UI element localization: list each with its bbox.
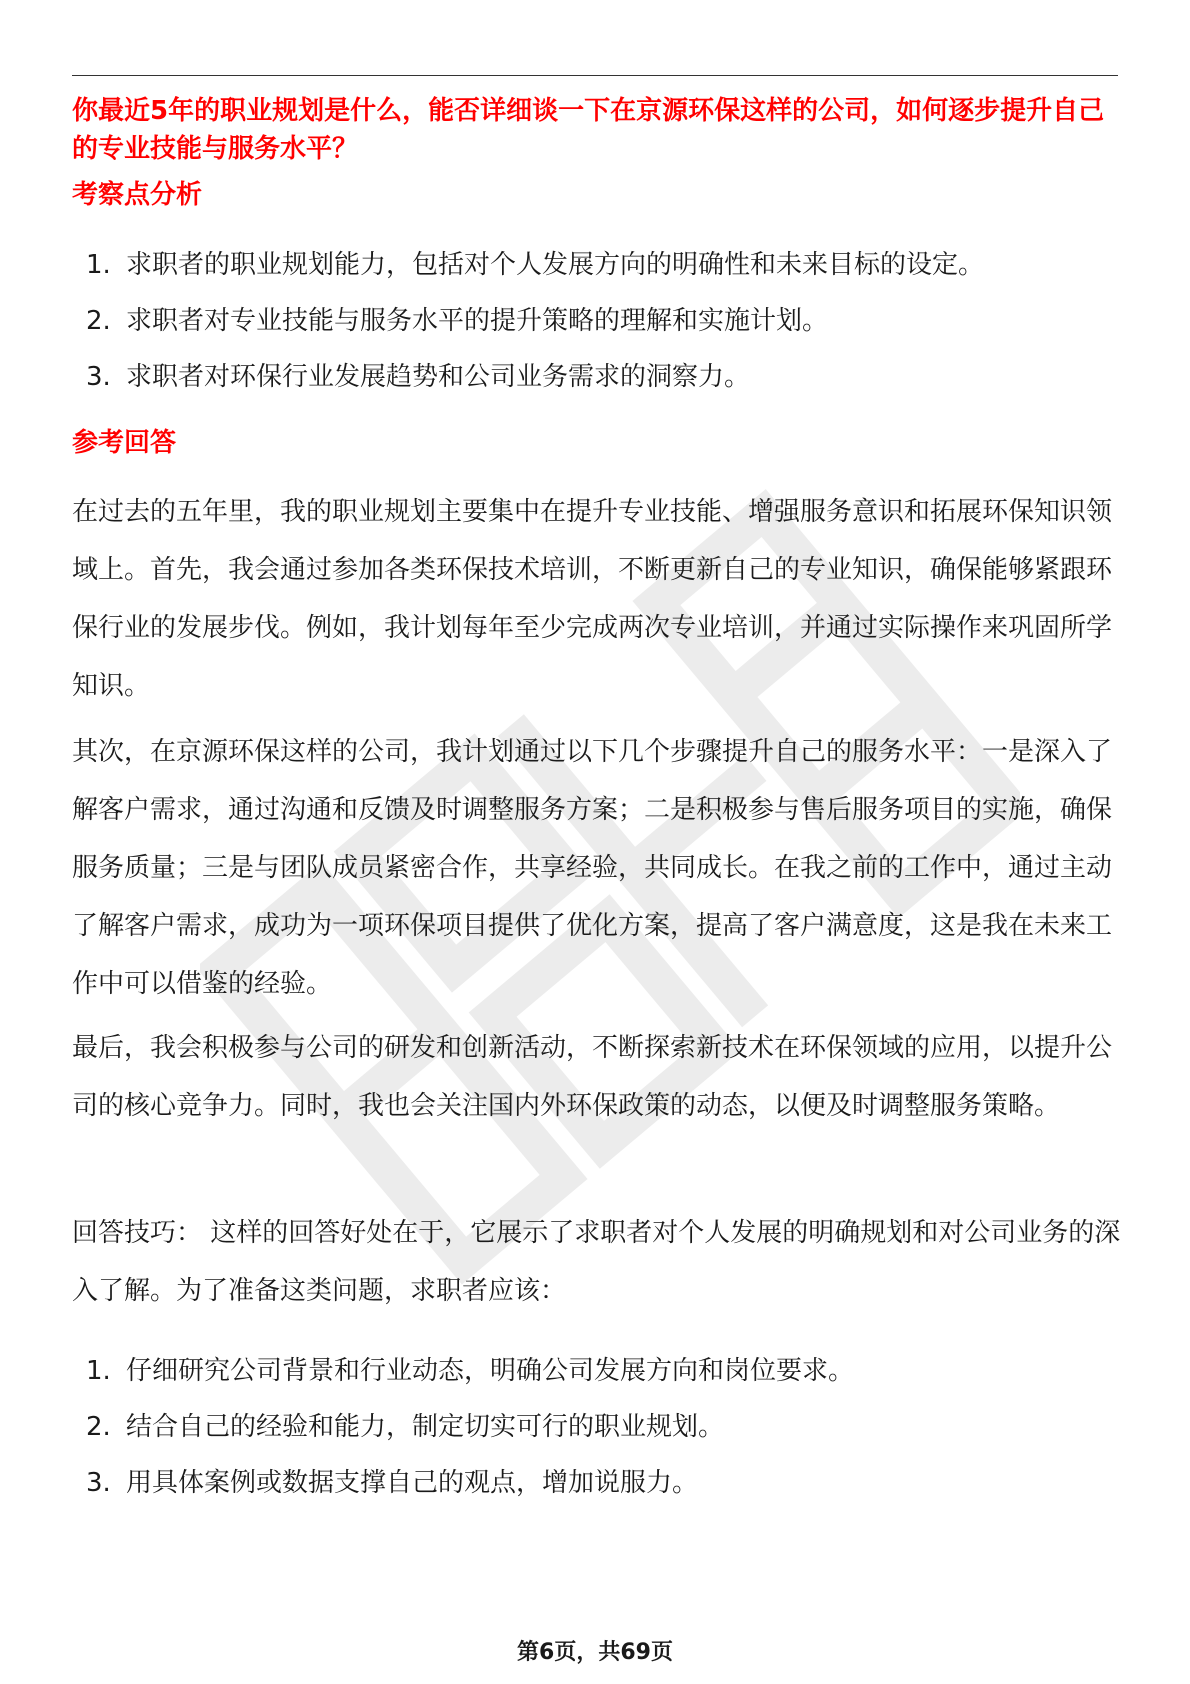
list-number: 2.	[86, 1412, 111, 1442]
list-item	[72, 302, 1118, 358]
list-number: 3.	[86, 1468, 111, 1498]
analysis-list	[72, 246, 1118, 414]
question-title: 你最近5年的职业规划是什么，能否详细谈一下在京源环保这样的公司，如何逐步提升自己的专业技能与服务水平？	[72, 96, 1105, 164]
answer-paragraph-3: 最后，我会积极参与公司的研发和创新活动，不断探索新技术在环保领域的应用，以提升公司的核心竞争力。同时，我也会关注国内外环保政策的动态，以便及时调整服务策略。	[72, 1033, 1113, 1121]
list-number: 3.	[86, 362, 111, 392]
page-number: 第6页，共69页	[517, 1640, 673, 1665]
list-item	[72, 358, 1118, 414]
list-number: 1.	[86, 250, 111, 280]
answer-paragraph-2: 其次，在京源环保这样的公司，我计划通过以下几个步骤提升自己的服务水平：一是深入了解客户需求，通过沟通和反馈及时调整服务方案；二是积极参与售后服务项目的实施，确保服务质量；三是与团队成员紧密合作，共享经验，共同成长。在我之前的工作中，通过主动了解客户需求，成功为一项环保项目提供了优化方案，提高了客户满意度，这是我在未来工作中可以借鉴的经验。	[72, 737, 1113, 999]
list-item	[72, 246, 1118, 302]
list-item-text: 结合自己的经验和能力，制定切实可行的职业规划。	[126, 1412, 725, 1442]
tips-paragraph: 回答技巧： 这样的回答好处在于，它展示了求职者对个人发展的明确规划和对公司业务的深入了解。为了准备这类问题，求职者应该：	[72, 1218, 1121, 1306]
list-item	[72, 1352, 1118, 1408]
tips-list	[72, 1352, 1118, 1520]
list-item-text: 求职者对环保行业发展趋势和公司业务需求的洞察力。	[126, 362, 751, 392]
answer-paragraph-1: 在过去的五年里，我的职业规划主要集中在提升专业技能、增强服务意识和拓展环保知识领域上。首先，我会通过参加各类环保技术培训，不断更新自己的专业知识，确保能够紧跟环保行业的发展步伐。例如，我计划每年至少完成两次专业培训，并通过实际操作来巩固所学知识。	[72, 497, 1113, 701]
list-item-text: 求职者对专业技能与服务水平的提升策略的理解和实施计划。	[126, 306, 829, 336]
list-number: 2.	[86, 306, 111, 336]
list-item-text: 用具体案例或数据支撑自己的观点，增加说服力。	[126, 1468, 699, 1498]
list-number: 1.	[86, 1356, 111, 1386]
answer-heading: 参考回答	[72, 428, 177, 458]
top-divider	[72, 75, 1118, 76]
list-item-text: 仔细研究公司背景和行业动态，明确公司发展方向和岗位要求。	[126, 1356, 855, 1386]
analysis-heading: 考察点分析	[72, 180, 203, 210]
list-item-text: 求职者的职业规划能力，包括对个人发展方向的明确性和未来目标的设定。	[126, 250, 985, 280]
list-item	[72, 1408, 1118, 1464]
list-item	[72, 1464, 1118, 1520]
